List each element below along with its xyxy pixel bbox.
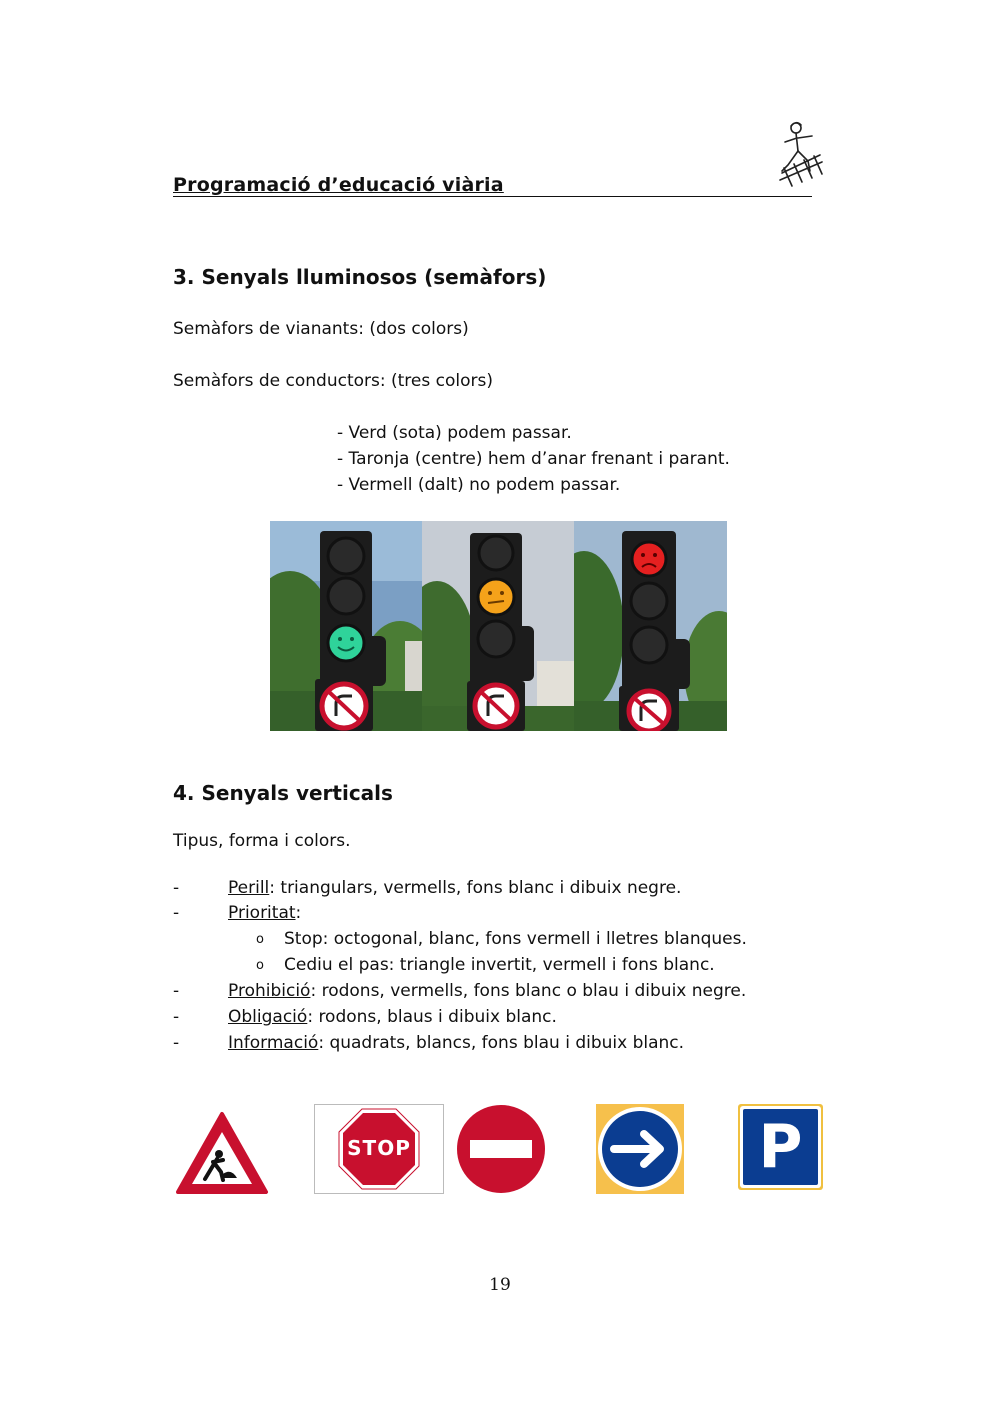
list-bullet: - <box>173 981 180 1001</box>
amber-lamp <box>478 579 514 615</box>
list-item-red: - Vermell (dalt) no podem passar. <box>337 475 621 495</box>
desc-obligacio: : rodons, blaus i dibuix blanc. <box>307 1007 557 1027</box>
pedestrian-lights-text: Semàfors de vianants: (dos colors) <box>173 319 469 339</box>
stop-sign-icon <box>314 1104 444 1194</box>
danger-roadworks-sign-icon <box>175 1110 269 1196</box>
term-obligacio: Obligació <box>228 1007 308 1027</box>
sub-item-stop-text: Stop: octogonal, blanc, fons vermell i lletres blanques. <box>284 929 747 949</box>
desc-prioritat: : <box>295 903 302 923</box>
stop-sign-text: STOP <box>347 1136 411 1160</box>
list-item-green: - Verd (sota) podem passar. <box>337 423 572 443</box>
list-bullet: - <box>173 1007 180 1027</box>
term-informacio: Informació <box>228 1033 319 1053</box>
traffic-light-amber-photo <box>422 521 574 731</box>
no-entry-sign-icon <box>456 1104 546 1194</box>
traffic-light-green-photo <box>270 521 422 731</box>
section-4-heading: 4. Senyals verticals <box>173 781 393 805</box>
desc-informacio: : quadrats, blancs, fons blau i dibuix blanc. <box>318 1033 685 1053</box>
traffic-light-red-photo <box>574 521 727 731</box>
term-perill: Perill <box>228 878 270 898</box>
document-header-title: Programació d’educació viària <box>173 174 504 196</box>
sub-item-yield-text: Cediu el pas: triangle invertit, vermell i fons blanc. <box>284 955 715 975</box>
desc-perill: : triangulars, vermells, fons blanc i dibuix negre. <box>269 878 682 898</box>
parking-sign-text: P <box>758 1112 803 1182</box>
driver-lights-text: Semàfors de conductors: (tres colors) <box>173 371 493 391</box>
pedestrian-logo-icon <box>770 118 830 193</box>
list-bullet: - <box>173 903 180 923</box>
mandatory-right-sign-icon <box>596 1104 684 1194</box>
list-bullet: - <box>173 878 180 898</box>
term-prioritat: Prioritat <box>228 903 296 923</box>
red-lamp <box>632 542 666 576</box>
green-lamp <box>328 625 364 661</box>
section-3-heading: 3. Senyals lluminosos (semàfors) <box>173 265 547 289</box>
sub-bullet: o <box>256 932 264 947</box>
header-rule <box>173 196 812 197</box>
parking-sign-icon <box>738 1104 823 1190</box>
list-bullet: - <box>173 1033 180 1053</box>
section-4-intro: Tipus, forma i colors. <box>173 831 351 851</box>
list-item-amber: - Taronja (centre) hem d’anar frenant i parant. <box>337 449 730 469</box>
page-number: 19 <box>489 1275 511 1295</box>
desc-prohibicio: : rodons, vermells, fons blanc o blau i dibuix negre. <box>310 981 747 1001</box>
sub-bullet: o <box>256 958 264 973</box>
term-prohibicio: Prohibició <box>228 981 311 1001</box>
